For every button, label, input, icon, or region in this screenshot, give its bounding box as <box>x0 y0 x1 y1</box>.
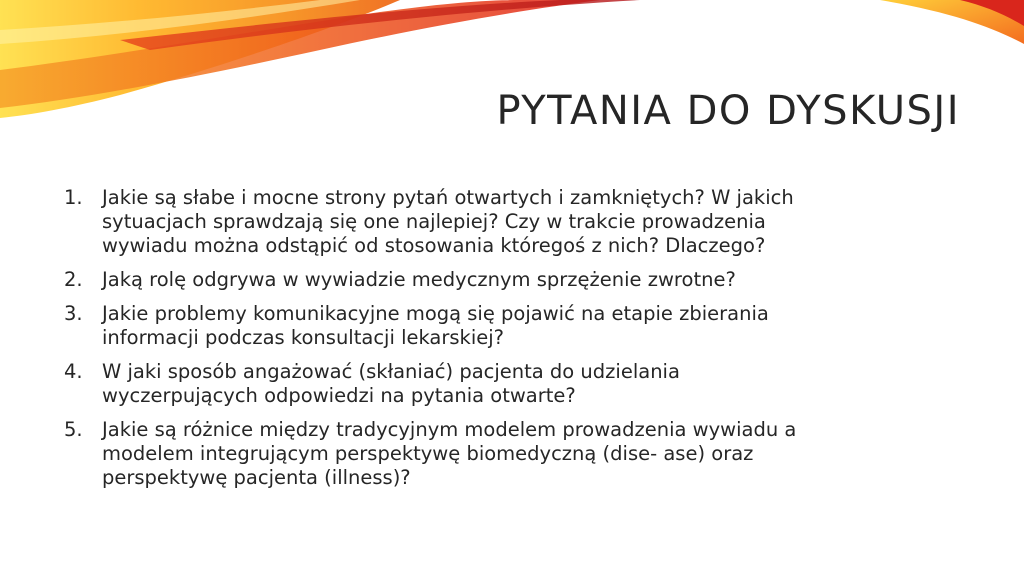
list-item <box>64 302 944 350</box>
question-list <box>64 186 944 500</box>
slide-title: PYTANIA DO DYSKUSJI <box>496 88 960 134</box>
question-number: 1. <box>64 186 83 209</box>
list-item <box>64 360 944 408</box>
list-item <box>64 418 944 490</box>
question-number: 4. <box>64 360 83 383</box>
question-text: Jakie są słabe i mocne strony pytań otwartych i zamkniętych? W jakich sytuacjach sprawdzają się one najlepiej? Czy w trakcie prowadzenia wywiadu można odstąpić od stosowania któregoś z nich? Dlaczego? <box>102 186 794 257</box>
question-number: 5. <box>64 418 83 441</box>
question-text: W jaki sposób angażować (skłaniać) pacjenta do udzielania wyczerpujących odpowiedzi na pytania otwarte? <box>102 360 680 407</box>
question-number: 2. <box>64 268 83 291</box>
list-item <box>64 186 944 258</box>
question-number: 3. <box>64 302 83 325</box>
question-text: Jakie problemy komunikacyjne mogą się pojawić na etapie zbierania informacji podczas konsultacji lekarskiej? <box>102 302 769 349</box>
list-item <box>64 268 944 292</box>
question-text: Jakie są różnice między tradycyjnym modelem prowadzenia wywiadu a modelem integrującym perspektywę biomedyczną (dise- ase) oraz perspektywę pacjenta (illness)? <box>102 418 797 489</box>
question-text: Jaką rolę odgrywa w wywiadzie medycznym sprzężenie zwrotne? <box>102 268 736 291</box>
